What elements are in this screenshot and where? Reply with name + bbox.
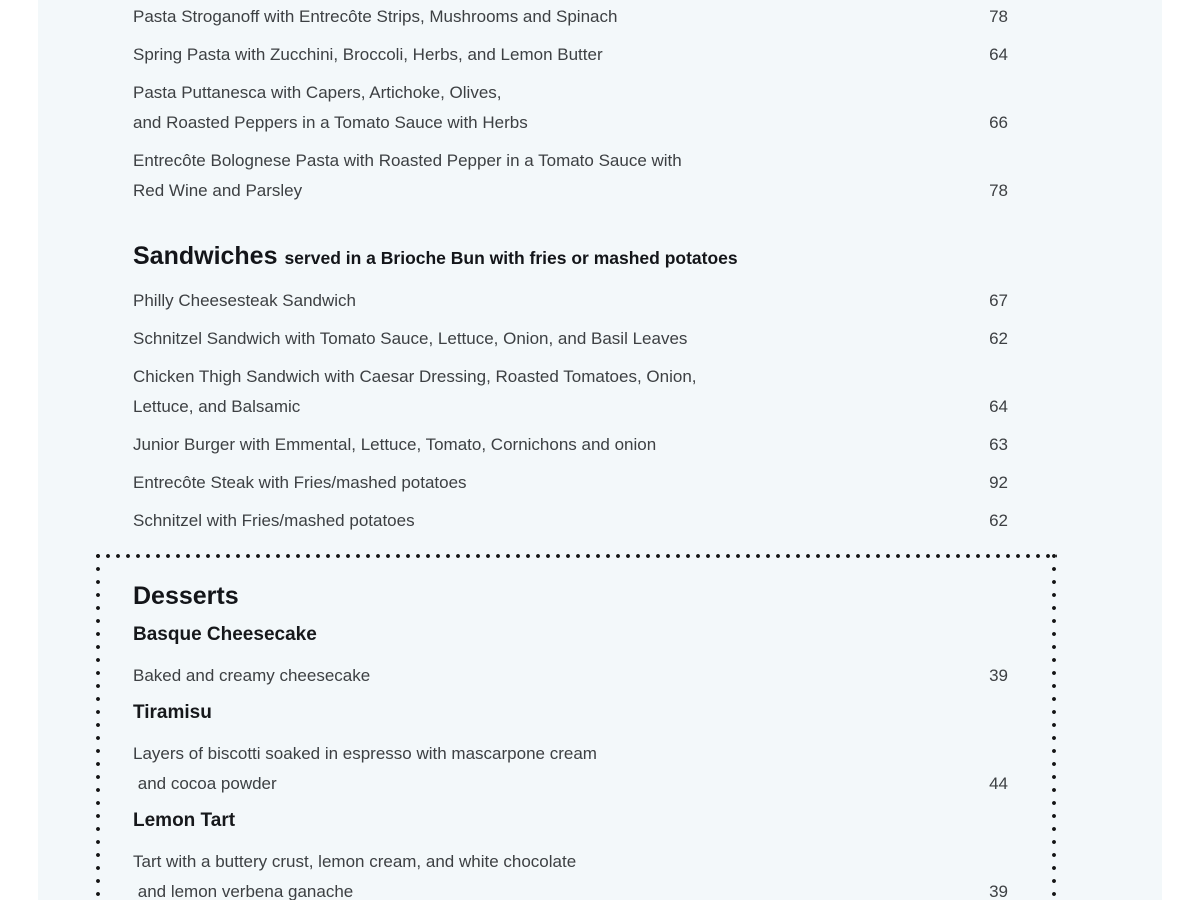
menu-item-row <box>133 847 1008 900</box>
menu-item-price: 66 <box>989 113 1008 132</box>
menu-item-text <box>133 468 969 498</box>
section-title: Desserts <box>133 582 239 610</box>
section-title: Sandwiches <box>133 242 278 270</box>
menu-item-text <box>133 40 969 70</box>
dotted-border-left <box>95 553 101 900</box>
menu-item-row <box>133 506 1008 536</box>
dessert-item-name: Lemon Tart <box>133 810 236 831</box>
menu-item-line: Spring Pasta with Zucchini, Broccoli, Herbs, and Lemon Butter <box>133 45 603 64</box>
menu-page <box>38 0 1162 900</box>
menu-item-line: Baked and creamy cheesecake <box>133 666 371 685</box>
menu-item-row <box>133 40 1008 70</box>
menu-item-line: Lettuce, and Balsamic <box>133 397 301 416</box>
menu-item-text <box>133 2 969 32</box>
menu-item-row <box>133 146 1008 206</box>
menu-item-line: Schnitzel Sandwich with Tomato Sauce, Lettuce, Onion, and Basil Leaves <box>133 329 688 348</box>
menu-item-row <box>133 2 1008 32</box>
menu-item-row <box>133 739 1008 799</box>
menu-item-line: Entrecôte Bolognese Pasta with Roasted Pepper in a Tomato Sauce with <box>133 151 682 170</box>
menu-item-price: 92 <box>989 473 1008 492</box>
dotted-border-top <box>95 553 1057 559</box>
menu-item-row <box>133 468 1008 498</box>
menu-item-price: 62 <box>989 329 1008 348</box>
menu-item-line: Junior Burger with Emmental, Lettuce, Tomato, Cornichons and onion <box>133 435 657 454</box>
menu-section-pasta <box>38 0 1162 206</box>
menu-item-row <box>133 430 1008 460</box>
menu-item-price: 62 <box>989 511 1008 530</box>
menu-item-line: and Roasted Peppers in a Tomato Sauce with Herbs <box>133 113 528 132</box>
menu-item-price: 78 <box>989 181 1008 200</box>
menu-item-line: Entrecôte Steak with Fries/mashed potatoes <box>133 473 467 492</box>
menu-item-row <box>133 324 1008 354</box>
section-header <box>133 240 1008 274</box>
menu-item-line: Pasta Puttanesca with Capers, Artichoke, Olives, <box>133 83 502 102</box>
menu-items-list <box>133 286 1008 536</box>
menu-item-line: and cocoa powder <box>133 774 277 793</box>
menu-item-row <box>133 661 1008 691</box>
menu-item-text <box>133 430 969 460</box>
menu-item-line: Tart with a buttery crust, lemon cream, and white chocolate <box>133 852 577 871</box>
menu-item-text <box>133 362 969 422</box>
menu-item-text <box>133 324 969 354</box>
menu-item-price: 44 <box>989 774 1008 793</box>
menu-item-price: 39 <box>989 666 1008 685</box>
menu-item-price: 78 <box>989 7 1008 26</box>
menu-item-line: Philly Cheesesteak Sandwich <box>133 291 357 310</box>
menu-item-line: Schnitzel with Fries/mashed potatoes <box>133 511 415 530</box>
menu-item-price: 67 <box>989 291 1008 310</box>
menu-item-text <box>133 506 969 536</box>
menu-section-sandwiches <box>38 240 1162 536</box>
menu-item-text <box>133 739 969 799</box>
menu-item-row <box>133 78 1008 138</box>
menu-item-line: and lemon verbena ganache <box>133 882 354 900</box>
menu-item-text <box>133 146 969 206</box>
menu-item-text <box>133 661 969 691</box>
menu-item-row <box>133 362 1008 422</box>
menu-item-text <box>133 847 969 900</box>
menu-item-row <box>133 286 1008 316</box>
menu-item-line: Pasta Stroganoff with Entrecôte Strips, Mushrooms and Spinach <box>133 7 618 26</box>
menu-items-list <box>133 621 1008 900</box>
dessert-item-name: Tiramisu <box>133 702 212 723</box>
section-subtitle: served in a Brioche Bun with fries or mashed potatoes <box>284 248 738 268</box>
menu-item-line: Red Wine and Parsley <box>133 181 303 200</box>
menu-items-list <box>133 2 1008 206</box>
menu-item-price: 64 <box>989 397 1008 416</box>
menu-item-text <box>133 286 969 316</box>
menu-item-line: Chicken Thigh Sandwich with Caesar Dressing, Roasted Tomatoes, Onion, <box>133 367 697 386</box>
dotted-border-right <box>1051 553 1057 900</box>
menu-item-price: 39 <box>989 882 1008 900</box>
menu-item-text <box>133 78 969 138</box>
menu-item-price: 64 <box>989 45 1008 64</box>
menu-item-price: 63 <box>989 435 1008 454</box>
menu-section-desserts <box>95 553 1057 900</box>
menu-item-line: Layers of biscotti soaked in espresso with mascarpone cream <box>133 744 597 763</box>
dessert-item-name: Basque Cheesecake <box>133 624 317 645</box>
